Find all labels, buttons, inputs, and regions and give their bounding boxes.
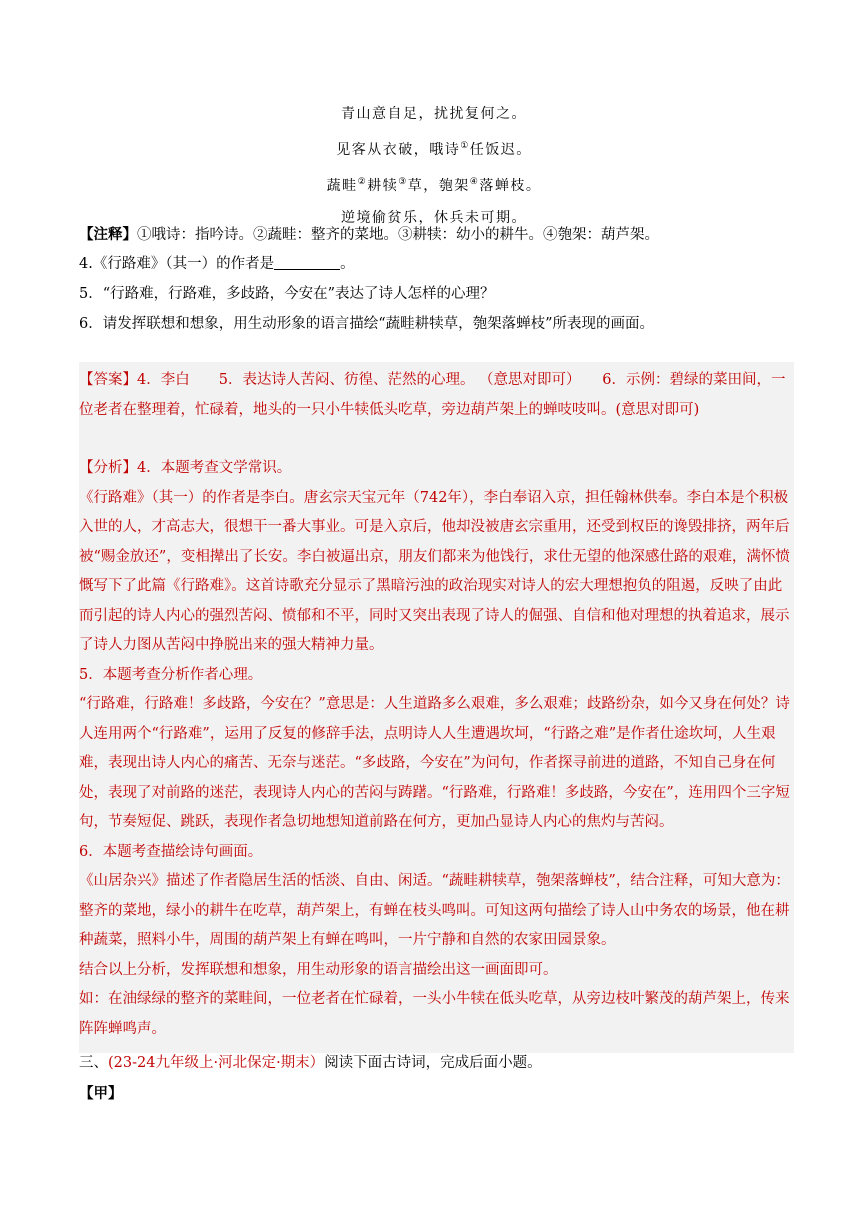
poem bbox=[0, 98, 868, 234]
analysis-paragraph: 《山居杂兴》描述了作者隐居生活的恬淡、自由、闲适。“蔬畦耕犊草，匏架落蝉枝”，结合注释，可知大意为：整齐的菜地，绿小的耕牛在吃草，葫芦架上，有蝉在枝头鸣叫。可知这两句描绘了诗人山中务农的场景，他在耕种蔬菜，照料小牛，周围的葫芦架上有蝉在鸣叫，一片宁静和自然的农家田园景象。 bbox=[79, 873, 790, 948]
poem-a-label: 【甲】 bbox=[79, 1085, 123, 1102]
analysis-heading: 【分析】4．本题考查文学常识。 bbox=[79, 460, 292, 476]
analysis-heading: 6．本题考查描绘诗句画面。 bbox=[79, 843, 263, 860]
answer-blank[interactable] bbox=[274, 255, 340, 270]
analysis-paragraph: 结合以上分析，发挥联想和想象，用生动形象的语言描绘出这一画面即可。 bbox=[79, 961, 558, 978]
footnote-marker: ① bbox=[460, 141, 470, 151]
analysis-block bbox=[79, 454, 794, 1044]
section-3-heading: 三、(23-24九年级上·河北保定·期末）阅读下面古诗词，完成后面小题。 bbox=[79, 1055, 542, 1071]
analysis-paragraph: “行路难，行路难！多歧路，今安在？”意思是：人生道路多么艰难，多么艰难；歧路纷杂，如今又身在何处？诗人连用两个“行路难”，运用了反复的修辞手法，点明诗人人生遭遇坎坷，“行路之难”是作者仕途坎坷，人生艰难，表现出诗人内心的痛苦、无奈与迷茫。“多歧路，今安在”为问句，作者探寻前进的道路，不知自己身在何处，表现了对前路的迷茫，表现诗人内心的苦闷与踌躇。“行路难，行路难！多歧路，今安在”，连用四个三字短句，节奏短促、跳跃，表现作者急切地想知道前路在何方，更加凸显诗人内心的焦灼与苦闷。 bbox=[79, 696, 790, 830]
poem-line-2: 见客从衣破，哦诗①任饭迟。 bbox=[336, 141, 532, 158]
analysis-paragraph: 《行路难》（其一）的作者是李白。唐玄宗天宝元年（742年），李白奉诏入京，担任翰林供奉。李白本是个积极入世的人，才高志大，很想干一番大事业。可是入京后，他却没被唐玄宗重用，还受到权臣的谗毁排挤，两年后被“赐金放还”，变相撵出了长安。李白被逼出京，朋友们都来为他饯行，求仕无望的他深感仕路的艰难，满怀愤慨写下了此篇《行路难》。这首诗歌充分显示了黑暗污浊的政治现实对诗人的宏大理想抱负的阻遏，反映了由此而引起的诗人内心的强烈苦闷、愤郁和不平，同时又突出表现了诗人的倔强、自信和他对理想的执着追求，展示了诗人力图从苦闷中挣脱出来的强大精神力量。 bbox=[79, 489, 790, 653]
annotation bbox=[79, 220, 794, 251]
annotation-text: ①哦诗：指吟诗。②蔬畦：整齐的菜地。③耕犊：幼小的耕牛。④匏架：葫芦架。 bbox=[137, 227, 659, 243]
answer-block: 【答案】4．李白 5．表达诗人苦闷、彷徨、茫然的心理。 （意思对即可） 6．示例：碧绿的菜田间，一位老者在整理着，忙碌着，地头的一只小牛犊低头吃草，旁边葫芦架上的蝉吱吱叫。(意思对即可) bbox=[79, 372, 786, 418]
question-6: 6．请发挥联想和想象，用生动形象的语言描绘“蔬畦耕犊草，匏架落蝉枝”所表现的画面。 bbox=[79, 316, 655, 332]
analysis-heading: 5．本题考查分析作者心理。 bbox=[79, 666, 263, 683]
question-source: (23-24九年级上·河北保定·期末） bbox=[108, 1055, 325, 1071]
analysis-paragraph: 如：在油绿绿的整齐的菜畦间，一位老者在忙碌着，一头小牛犊在低头吃草，从旁边枝叶繁茂的葫芦架上，传来阵阵蝉鸣声。 bbox=[79, 991, 790, 1037]
poem-line-3: 蔬畦②耕犊③草，匏架④落蝉枝。 bbox=[326, 177, 542, 194]
footnote-marker: ② bbox=[357, 177, 368, 187]
question-5: 5．“行路难，行路难，多歧路，今安在”表达了诗人怎样的心理？ bbox=[79, 286, 495, 302]
footnote-marker: ③ bbox=[398, 177, 408, 187]
poem-line-4: 逆境偷贫乐，休兵未可期。 bbox=[341, 210, 527, 226]
annotation-label: 【注释】 bbox=[79, 226, 137, 243]
poem-line-1: 青山意自足，扰扰复何之。 bbox=[341, 106, 527, 122]
footnote-marker: ④ bbox=[469, 177, 480, 187]
question-4: 4.《行路难》（其一）的作者是 。 bbox=[79, 256, 355, 272]
